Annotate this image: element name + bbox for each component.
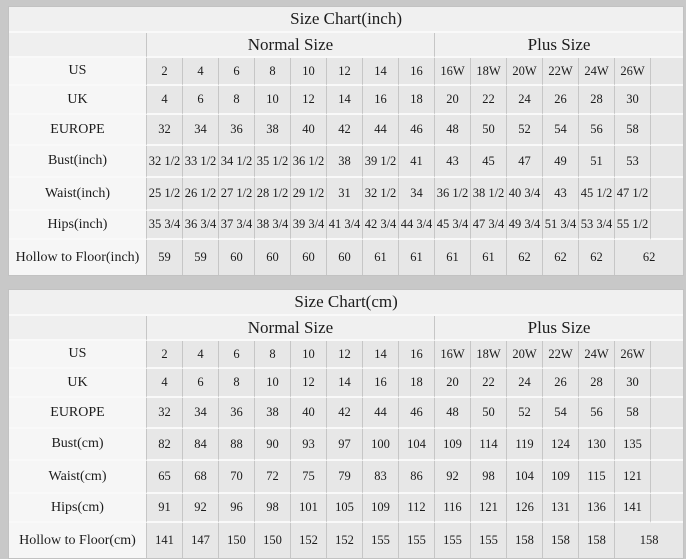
size-value-cell: 16 (398, 341, 434, 369)
size-value-cell: 54 (542, 398, 578, 429)
row-label: UK (9, 369, 146, 398)
size-value-cell: 47 1/2 (614, 178, 650, 211)
size-value-cell: 24 (506, 369, 542, 398)
size-chart-cm-body (9, 341, 683, 558)
size-value-cell: 155 (434, 523, 470, 558)
size-value-cell: 158 (506, 523, 542, 558)
size-value-cell: 112 (398, 494, 434, 523)
size-value-cell: 43 (434, 146, 470, 178)
size-value-cell: 16 (398, 58, 434, 86)
size-value-cell: 91 (146, 494, 182, 523)
size-value-cell: 121 (470, 494, 506, 523)
size-value-cell: 38 1/2 (470, 178, 506, 211)
size-value-cell: 46 (398, 115, 434, 146)
size-value-cell: 105 (326, 494, 362, 523)
row-label: EUROPE (9, 115, 146, 146)
size-value-cell: 155 (398, 523, 434, 558)
table-row (9, 86, 683, 115)
size-value-cell: 51 3/4 (542, 211, 578, 240)
row-label: Hollow to Floor(inch) (9, 240, 146, 275)
size-value-cell: 12 (290, 86, 326, 115)
size-value-cell: 29 1/2 (290, 178, 326, 211)
size-value-cell: 4 (182, 58, 218, 86)
size-value-cell: 26W (614, 341, 650, 369)
size-value-cell: 136 (578, 494, 614, 523)
size-value-cell: 72 (254, 461, 290, 494)
size-value-cell: 68 (182, 461, 218, 494)
size-value-cell: 36 1/2 (290, 146, 326, 178)
size-value-cell: 92 (434, 461, 470, 494)
size-value-cell: 100 (362, 429, 398, 461)
table-row (9, 58, 683, 86)
size-value-cell: 34 (398, 178, 434, 211)
table-title: Size Chart(cm) (9, 290, 683, 316)
table-row (9, 240, 683, 275)
row-label: Waist(cm) (9, 461, 146, 494)
empty-cell (650, 211, 683, 240)
size-value-cell: 4 (182, 341, 218, 369)
empty-cell (650, 369, 683, 398)
size-value-cell: 47 3/4 (470, 211, 506, 240)
size-value-cell: 44 (362, 398, 398, 429)
size-value-cell: 28 1/2 (254, 178, 290, 211)
size-chart-inch-body (9, 58, 683, 275)
size-value-cell: 155 (470, 523, 506, 558)
size-value-cell: 2 (146, 341, 182, 369)
size-value-cell: 14 (326, 369, 362, 398)
size-value-cell: 158 (614, 523, 683, 558)
size-value-cell: 131 (542, 494, 578, 523)
size-value-cell: 30 (614, 86, 650, 115)
size-value-cell: 42 (326, 115, 362, 146)
row-label: Waist(inch) (9, 178, 146, 211)
size-value-cell: 28 (578, 86, 614, 115)
size-value-cell: 20 (434, 369, 470, 398)
row-label: Bust(cm) (9, 429, 146, 461)
size-value-cell: 62 (542, 240, 578, 275)
size-value-cell: 6 (218, 58, 254, 86)
size-value-cell: 124 (542, 429, 578, 461)
size-value-cell: 44 (362, 115, 398, 146)
empty-cell (650, 429, 683, 461)
size-value-cell: 152 (326, 523, 362, 558)
size-value-cell: 86 (398, 461, 434, 494)
corner-cell (9, 316, 146, 341)
size-chart-cm-table (8, 289, 684, 559)
table-row (9, 398, 683, 429)
size-value-cell: 16 (362, 86, 398, 115)
size-value-cell: 141 (614, 494, 650, 523)
size-value-cell: 42 (326, 398, 362, 429)
size-value-cell: 32 1/2 (362, 178, 398, 211)
size-value-cell: 48 (434, 115, 470, 146)
row-label: EUROPE (9, 398, 146, 429)
size-value-cell: 158 (542, 523, 578, 558)
size-value-cell: 30 (614, 369, 650, 398)
normal-size-header: Normal Size (146, 316, 434, 341)
size-value-cell: 61 (470, 240, 506, 275)
size-value-cell: 97 (326, 429, 362, 461)
size-value-cell: 46 (398, 398, 434, 429)
size-value-cell: 101 (290, 494, 326, 523)
table-row (9, 211, 683, 240)
size-value-cell: 114 (470, 429, 506, 461)
plus-size-header: Plus Size (434, 316, 683, 341)
size-value-cell: 38 (254, 115, 290, 146)
size-value-cell: 26 (542, 86, 578, 115)
size-value-cell: 34 1/2 (218, 146, 254, 178)
size-value-cell: 53 (614, 146, 650, 178)
size-value-cell: 62 (614, 240, 683, 275)
size-value-cell: 104 (506, 461, 542, 494)
size-value-cell: 42 3/4 (362, 211, 398, 240)
size-value-cell: 36 (218, 115, 254, 146)
size-value-cell: 24W (578, 341, 614, 369)
size-value-cell: 32 1/2 (146, 146, 182, 178)
size-value-cell: 36 (218, 398, 254, 429)
size-value-cell: 22W (542, 341, 578, 369)
size-value-cell: 104 (398, 429, 434, 461)
empty-cell (650, 86, 683, 115)
size-value-cell: 126 (506, 494, 542, 523)
size-value-cell: 36 3/4 (182, 211, 218, 240)
empty-cell (650, 178, 683, 211)
size-value-cell: 24W (578, 58, 614, 86)
size-value-cell: 40 3/4 (506, 178, 542, 211)
size-value-cell: 59 (146, 240, 182, 275)
size-value-cell: 10 (254, 369, 290, 398)
size-value-cell: 52 (506, 115, 542, 146)
size-value-cell: 8 (218, 369, 254, 398)
size-value-cell: 10 (254, 86, 290, 115)
size-value-cell: 10 (290, 58, 326, 86)
size-value-cell: 147 (182, 523, 218, 558)
plus-size-header: Plus Size (434, 33, 683, 58)
size-value-cell: 56 (578, 115, 614, 146)
size-value-cell: 93 (290, 429, 326, 461)
size-value-cell: 18 (398, 369, 434, 398)
size-value-cell: 41 3/4 (326, 211, 362, 240)
size-value-cell: 38 3/4 (254, 211, 290, 240)
size-value-cell: 10 (290, 341, 326, 369)
size-value-cell: 53 3/4 (578, 211, 614, 240)
size-value-cell: 150 (254, 523, 290, 558)
size-value-cell: 34 (182, 398, 218, 429)
size-value-cell: 61 (434, 240, 470, 275)
row-label: US (9, 58, 146, 86)
row-label: Hips(inch) (9, 211, 146, 240)
size-value-cell: 109 (542, 461, 578, 494)
size-value-cell: 52 (506, 398, 542, 429)
size-value-cell: 2 (146, 58, 182, 86)
size-value-cell: 6 (218, 341, 254, 369)
size-value-cell: 90 (254, 429, 290, 461)
size-value-cell: 48 (434, 398, 470, 429)
size-value-cell: 34 (182, 115, 218, 146)
table-row (9, 115, 683, 146)
size-value-cell: 37 3/4 (218, 211, 254, 240)
size-value-cell: 109 (434, 429, 470, 461)
size-value-cell: 36 1/2 (434, 178, 470, 211)
row-label: UK (9, 86, 146, 115)
size-value-cell: 25 1/2 (146, 178, 182, 211)
size-value-cell: 26W (614, 58, 650, 86)
size-value-cell: 24 (506, 86, 542, 115)
size-value-cell: 116 (434, 494, 470, 523)
size-value-cell: 20W (506, 58, 542, 86)
table-title-row (9, 7, 683, 33)
size-value-cell: 62 (578, 240, 614, 275)
table-title: Size Chart(inch) (9, 7, 683, 33)
size-value-cell: 58 (614, 398, 650, 429)
size-value-cell: 121 (614, 461, 650, 494)
size-value-cell: 27 1/2 (218, 178, 254, 211)
row-label: US (9, 341, 146, 369)
size-value-cell: 62 (506, 240, 542, 275)
size-value-cell: 65 (146, 461, 182, 494)
size-value-cell: 61 (398, 240, 434, 275)
size-value-cell: 96 (218, 494, 254, 523)
size-value-cell: 56 (578, 398, 614, 429)
size-value-cell: 35 1/2 (254, 146, 290, 178)
size-value-cell: 31 (326, 178, 362, 211)
size-value-cell: 79 (326, 461, 362, 494)
size-value-cell: 44 3/4 (398, 211, 434, 240)
size-value-cell: 26 (542, 369, 578, 398)
size-value-cell: 12 (326, 341, 362, 369)
size-value-cell: 22 (470, 369, 506, 398)
size-value-cell: 60 (218, 240, 254, 275)
row-label: Hips(cm) (9, 494, 146, 523)
size-value-cell: 109 (362, 494, 398, 523)
size-value-cell: 14 (362, 341, 398, 369)
empty-cell (650, 146, 683, 178)
size-value-cell: 60 (290, 240, 326, 275)
table-row (9, 369, 683, 398)
size-value-cell: 40 (290, 115, 326, 146)
table-row (9, 429, 683, 461)
size-value-cell: 54 (542, 115, 578, 146)
size-value-cell: 16W (434, 58, 470, 86)
size-value-cell: 43 (542, 178, 578, 211)
size-value-cell: 70 (218, 461, 254, 494)
table-row (9, 494, 683, 523)
size-value-cell: 98 (254, 494, 290, 523)
table-row (9, 178, 683, 211)
size-value-cell: 18W (470, 58, 506, 86)
size-value-cell: 28 (578, 369, 614, 398)
empty-cell (650, 398, 683, 429)
size-value-cell: 14 (326, 86, 362, 115)
table-row (9, 523, 683, 558)
size-value-cell: 45 (470, 146, 506, 178)
row-label: Bust(inch) (9, 146, 146, 178)
size-value-cell: 158 (578, 523, 614, 558)
size-value-cell: 58 (614, 115, 650, 146)
size-group-header-row (9, 33, 683, 58)
empty-cell (650, 461, 683, 494)
size-value-cell: 141 (146, 523, 182, 558)
size-value-cell: 22 (470, 86, 506, 115)
size-group-header-row (9, 316, 683, 341)
size-value-cell: 98 (470, 461, 506, 494)
size-value-cell: 41 (398, 146, 434, 178)
size-value-cell: 47 (506, 146, 542, 178)
size-value-cell: 60 (326, 240, 362, 275)
size-value-cell: 130 (578, 429, 614, 461)
size-value-cell: 155 (362, 523, 398, 558)
size-value-cell: 135 (614, 429, 650, 461)
size-value-cell: 8 (254, 341, 290, 369)
size-value-cell: 50 (470, 115, 506, 146)
size-value-cell: 4 (146, 369, 182, 398)
size-value-cell: 18W (470, 341, 506, 369)
size-value-cell: 60 (254, 240, 290, 275)
size-value-cell: 84 (182, 429, 218, 461)
size-value-cell: 38 (254, 398, 290, 429)
size-value-cell: 8 (218, 86, 254, 115)
size-value-cell: 22W (542, 58, 578, 86)
size-value-cell: 61 (362, 240, 398, 275)
size-value-cell: 50 (470, 398, 506, 429)
size-value-cell: 32 (146, 115, 182, 146)
size-value-cell: 18 (398, 86, 434, 115)
empty-cell (650, 58, 683, 86)
size-value-cell: 92 (182, 494, 218, 523)
table-row (9, 146, 683, 178)
size-value-cell: 16 (362, 369, 398, 398)
size-value-cell: 32 (146, 398, 182, 429)
size-value-cell: 115 (578, 461, 614, 494)
table-row (9, 341, 683, 369)
size-value-cell: 75 (290, 461, 326, 494)
empty-cell (650, 494, 683, 523)
size-value-cell: 88 (218, 429, 254, 461)
size-value-cell: 40 (290, 398, 326, 429)
size-value-cell: 6 (182, 369, 218, 398)
row-label: Hollow to Floor(cm) (9, 523, 146, 558)
size-value-cell: 49 (542, 146, 578, 178)
size-value-cell: 6 (182, 86, 218, 115)
size-value-cell: 16W (434, 341, 470, 369)
size-value-cell: 49 3/4 (506, 211, 542, 240)
size-value-cell: 12 (290, 369, 326, 398)
size-value-cell: 8 (254, 58, 290, 86)
size-value-cell: 39 3/4 (290, 211, 326, 240)
size-value-cell: 39 1/2 (362, 146, 398, 178)
size-value-cell: 83 (362, 461, 398, 494)
size-value-cell: 51 (578, 146, 614, 178)
size-value-cell: 55 1/2 (614, 211, 650, 240)
table-title-row (9, 290, 683, 316)
size-value-cell: 82 (146, 429, 182, 461)
size-value-cell: 4 (146, 86, 182, 115)
empty-cell (650, 341, 683, 369)
size-value-cell: 45 1/2 (578, 178, 614, 211)
size-value-cell: 119 (506, 429, 542, 461)
size-value-cell: 20 (434, 86, 470, 115)
size-value-cell: 12 (326, 58, 362, 86)
corner-cell (9, 33, 146, 58)
normal-size-header: Normal Size (146, 33, 434, 58)
table-row (9, 461, 683, 494)
size-value-cell: 45 3/4 (434, 211, 470, 240)
size-value-cell: 150 (218, 523, 254, 558)
size-value-cell: 38 (326, 146, 362, 178)
size-value-cell: 14 (362, 58, 398, 86)
size-value-cell: 26 1/2 (182, 178, 218, 211)
size-value-cell: 33 1/2 (182, 146, 218, 178)
size-value-cell: 152 (290, 523, 326, 558)
size-value-cell: 20W (506, 341, 542, 369)
size-chart-inch-table (8, 6, 684, 276)
size-value-cell: 35 3/4 (146, 211, 182, 240)
size-value-cell: 59 (182, 240, 218, 275)
empty-cell (650, 115, 683, 146)
